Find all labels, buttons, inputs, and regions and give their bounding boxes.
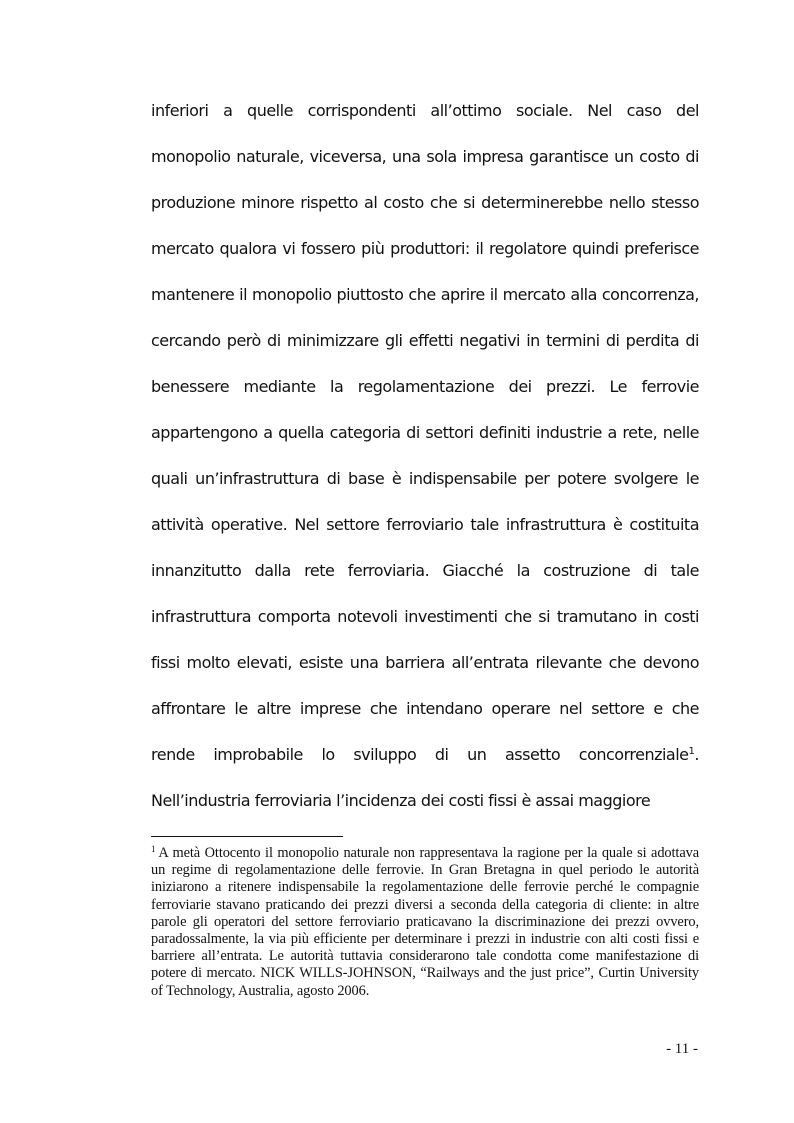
body-paragraph xyxy=(151,88,699,824)
footnote-text: A metà Ottocento il monopolio naturale non rappresentava la ragione per la quale si adottava un regime di regolamentazione delle ferrovie. In Gran Bretagna in quel periodo le autorità iniziarono a ritenere indispensabile la regolamentazione delle ferrovie perché le compagnie ferroviarie stavano praticando dei prezzi diversi a seconda della categoria di cliente: in altre parole gli operatori del settore ferroviario praticavano la discriminazione dei prezzi ovvero, paradossalmente, la via più efficiente per determinare i prezzi in industrie con alti costi fissi e barriere all’entrata. Le autorità tuttavia considerarono tale condotta come manifestazione di potere di mercato. NICK WILLS-JOHNSON, “Railways and the just price”, Curtin University of Technology, Australia, agosto 2006. xyxy=(151,845,699,999)
footnote xyxy=(151,845,699,1000)
body-text-after-ref: . Nell’industria ferroviaria l’incidenza dei costi fissi è assai maggiore xyxy=(151,745,699,810)
body-text-before-ref: inferiori a quelle corrispondenti all’ottimo sociale. Nel caso del monopolio naturale, viceversa, una sola impresa garantisce un costo di produzione minore rispetto al costo che si determinerebbe nello stesso mercato qualora vi fossero più produttori: il regolatore quindi preferisce mantenere il monopolio piuttosto che aprire il mercato alla concorrenza, cercando però di minimizzare gli effetti negativi in termini di perdita di benessere mediante la regolamentazione dei prezzi. Le ferrovie appartengono a quella categoria di settori definiti industrie a rete, nelle quali un’infrastruttura di base è indispensabile per potere svolgere le attività operative. Nel settore ferroviario tale infrastruttura è costituita innanzitutto dalla rete ferroviaria. Giacché la costruzione di tale infrastruttura comporta notevoli investimenti che si tramutano in costi fissi molto elevati, esiste una barriera all’entrata rilevante che devono affrontare le altre imprese che intendano operare nel settore e che rende improbabile lo sviluppo di un assetto concorrenziale xyxy=(151,101,699,764)
page-number: - 11 - xyxy=(666,1041,698,1057)
footnote-marker: 1 xyxy=(151,844,156,854)
footnote-reference[interactable]: 1 xyxy=(688,746,695,757)
footnote-separator xyxy=(151,836,343,837)
